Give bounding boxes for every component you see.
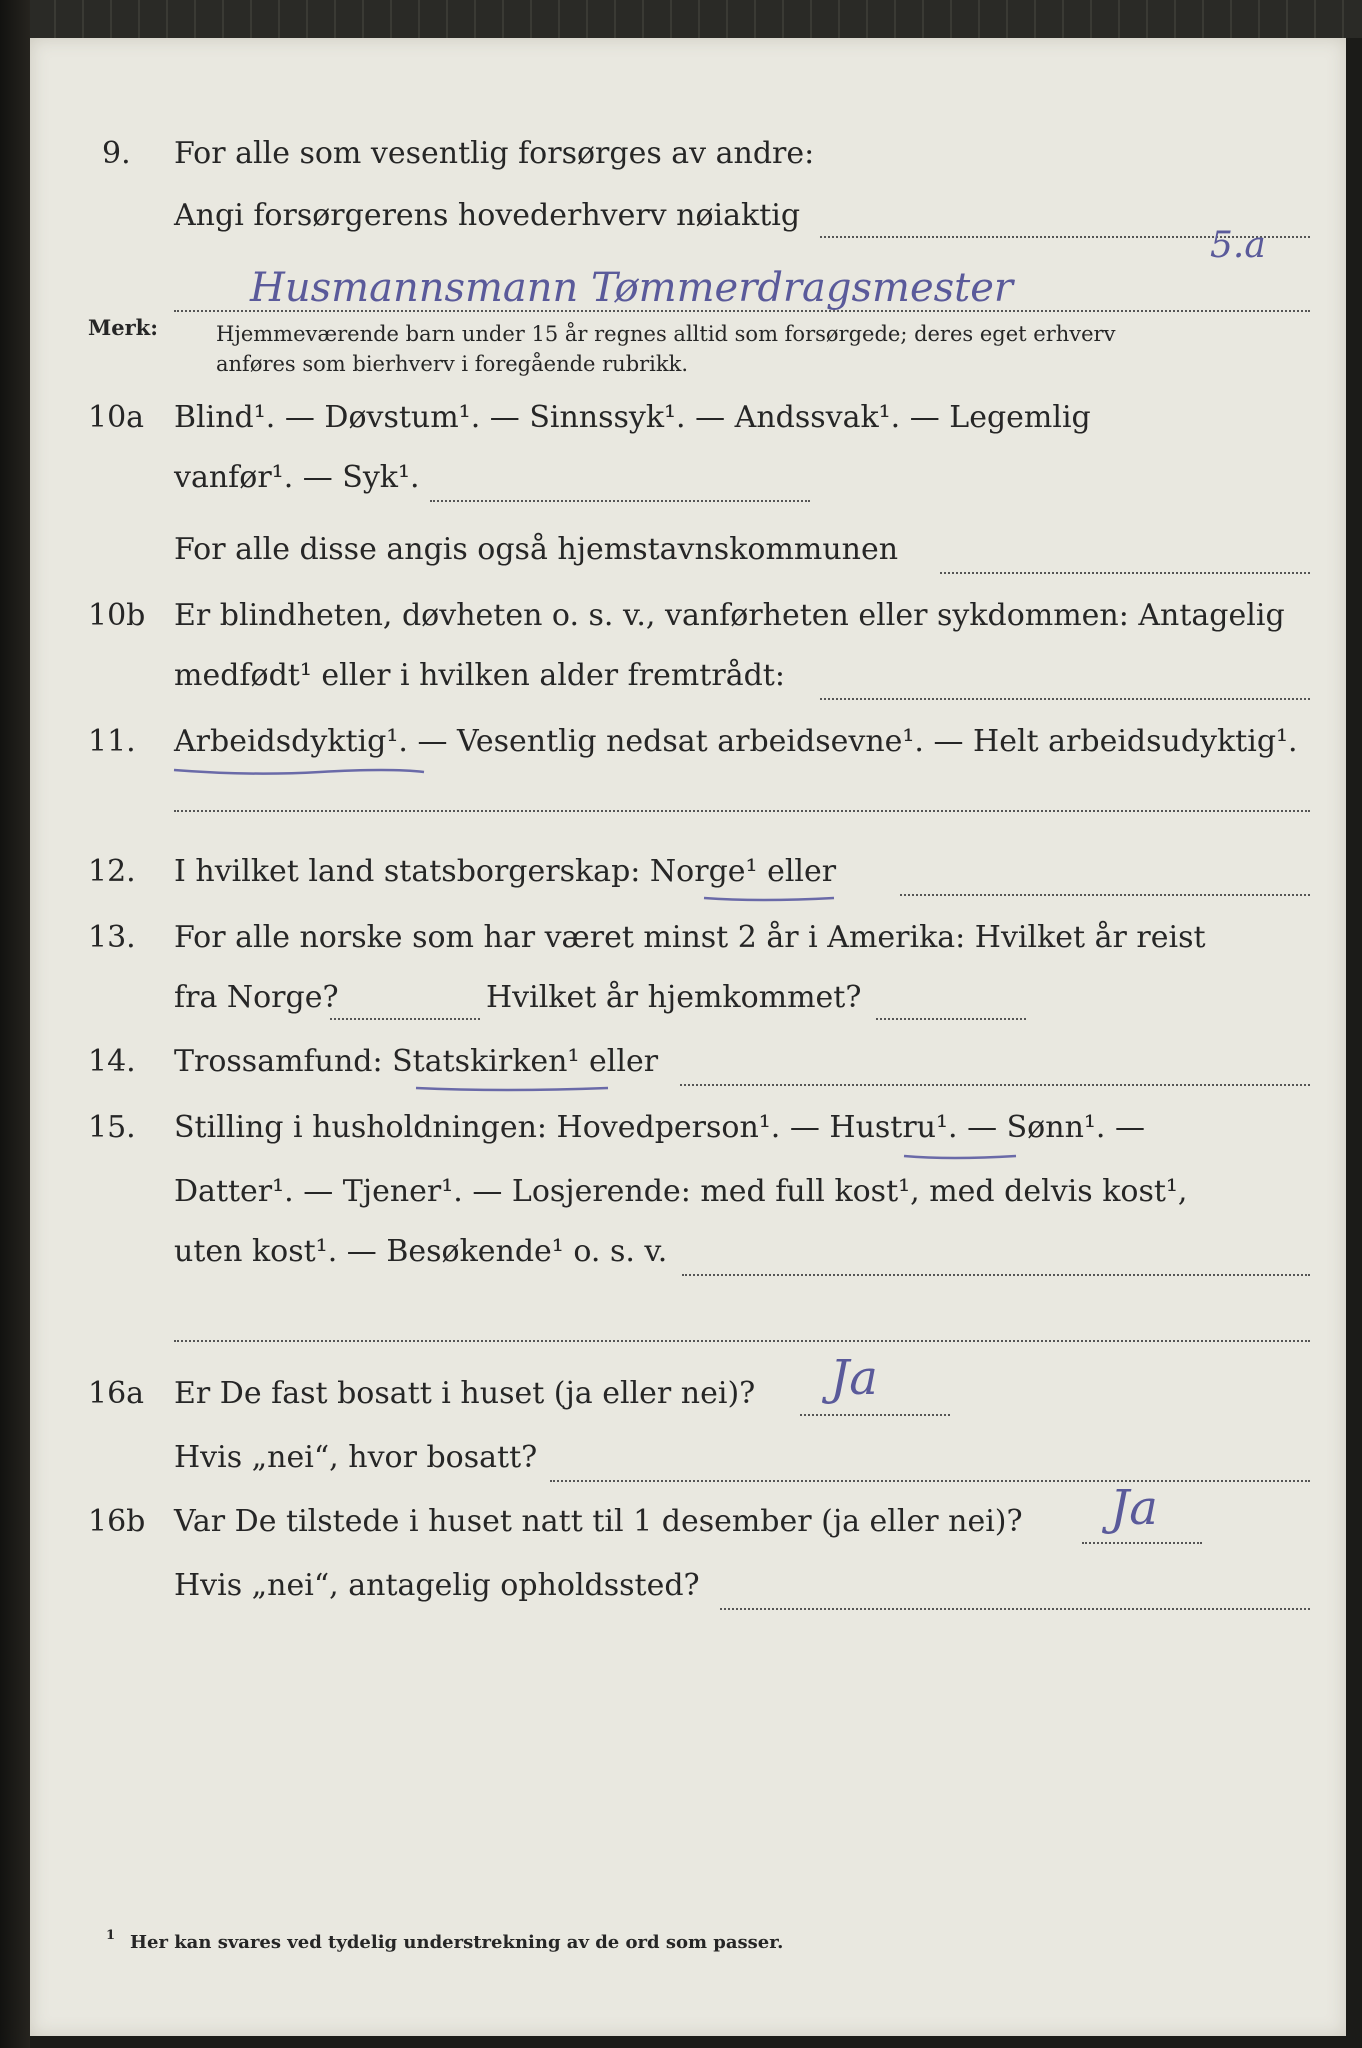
q10a-fill-line1 [430, 500, 810, 502]
q11-answer-underline [170, 760, 430, 780]
q9-handwritten-answer: Husmannsmann Tømmerdragsmester [250, 265, 1014, 311]
q11-text-line1: Arbeidsdyktig¹. — Vesentlig nedsat arbeidsevne¹. — Helt arbeidsudyktig¹. [174, 724, 1298, 759]
q13-fill-line1 [330, 1018, 480, 1020]
q10a-fill-line2 [940, 572, 1310, 574]
q10a-text-line1: Blind¹. — Døvstum¹. — Sinnssyk¹. — Andssvak¹. — Legemlig [174, 400, 1091, 435]
q13-number: 13. [88, 920, 136, 955]
q13-text-line1: For alle norske som har været minst 2 år i Amerika: Hvilket år reist [174, 920, 1206, 955]
q16a-number: 16a [88, 1376, 145, 1411]
q9-text-line2: Angi forsørgerens hovederhverv nøiaktig [174, 198, 801, 233]
q15-answer-underline [900, 1148, 1020, 1164]
q9-handwritten-code: 5.a [1210, 225, 1266, 266]
census-form-page [30, 38, 1346, 2036]
q16b-text-line2: Hvis „nei“, antagelig opholdssted? [174, 1568, 700, 1603]
q15-text-line2: Datter¹. — Tjener¹. — Losjerende: med full kost¹, med delvis kost¹, [174, 1174, 1188, 1209]
scan-top-strip [0, 0, 1362, 38]
q13-text-line2a: fra Norge? [174, 980, 339, 1015]
q14-number: 14. [88, 1044, 136, 1079]
footnote-text: Her kan svares ved tydelig understrekning av de ord som passer. [130, 1932, 784, 1953]
q16a-fill-line1 [800, 1414, 950, 1416]
q12-text-line1: I hvilket land statsborgerskap: Norge¹ eller [174, 854, 837, 889]
q15-text-line1: Stilling i husholdningen: Hovedperson¹. — Hustru¹. — Sønn¹. — [174, 1110, 1145, 1145]
q16a-handwritten-answer: Ja [830, 1350, 878, 1406]
q13-text-line2b: Hvilket år hjemkommet? [486, 980, 862, 1015]
q10a-number: 10a [88, 400, 145, 435]
q10b-number: 10b [88, 598, 146, 633]
q10b-text-line2: medfødt¹ eller i hvilken alder fremtrådt: [174, 658, 785, 693]
q16b-handwritten-answer: Ja [1110, 1480, 1158, 1536]
q10b-fill-line [820, 698, 1310, 700]
q11-fill-line [174, 810, 1310, 812]
scan-left-edge [0, 0, 30, 2048]
q12-fill-line [900, 894, 1310, 896]
q16b-fill-line1 [1082, 1542, 1202, 1544]
q9-text-line1: For alle som vesentlig forsørges av andre: [174, 136, 815, 171]
q10a-text-line2: vanfør¹. — Syk¹. [174, 460, 420, 495]
q15-text-line3: uten kost¹. — Besøkende¹ o. s. v. [174, 1234, 668, 1269]
q13-fill-line2 [876, 1018, 1026, 1020]
q12-number: 12. [88, 854, 136, 889]
q16a-fill-line2 [550, 1480, 1310, 1482]
q16a-text-line2: Hvis „nei“, hvor bosatt? [174, 1440, 538, 1475]
merk-label: Merk: [88, 315, 158, 340]
q14-answer-underline [412, 1080, 612, 1096]
q15-fill-line2 [174, 1340, 1310, 1342]
q15-fill-line1 [682, 1274, 1310, 1276]
merk-text-line2: anføres som bierhverv i foregående rubrikk. [216, 352, 689, 376]
q16b-number: 16b [88, 1504, 146, 1539]
merk-text-line1: Hjemmeværende barn under 15 år regnes alltid som forsørgede; deres eget erhverv [216, 322, 1116, 346]
q14-text-line1: Trossamfund: Statskirken¹ eller [174, 1044, 659, 1079]
footnote-mark: 1 [106, 1928, 116, 1943]
q11-number: 11. [88, 724, 136, 759]
q12-answer-underline [700, 890, 840, 906]
q15-number: 15. [88, 1110, 136, 1145]
q16b-fill-line2 [720, 1608, 1310, 1610]
q9-number: 9. [102, 136, 131, 171]
q10a-text-line3: For alle disse angis også hjemstavnskommunen [174, 532, 899, 567]
q10b-text-line1: Er blindheten, døvheten o. s. v., vanførheten eller sykdommen: Antagelig [174, 598, 1285, 633]
q14-fill-line [680, 1084, 1310, 1086]
q16a-text-line1: Er De fast bosatt i huset (ja eller nei)? [174, 1376, 756, 1411]
q16b-text-line1: Var De tilstede i huset natt til 1 desember (ja eller nei)? [174, 1504, 1023, 1539]
q9-answer-line [174, 310, 1310, 312]
